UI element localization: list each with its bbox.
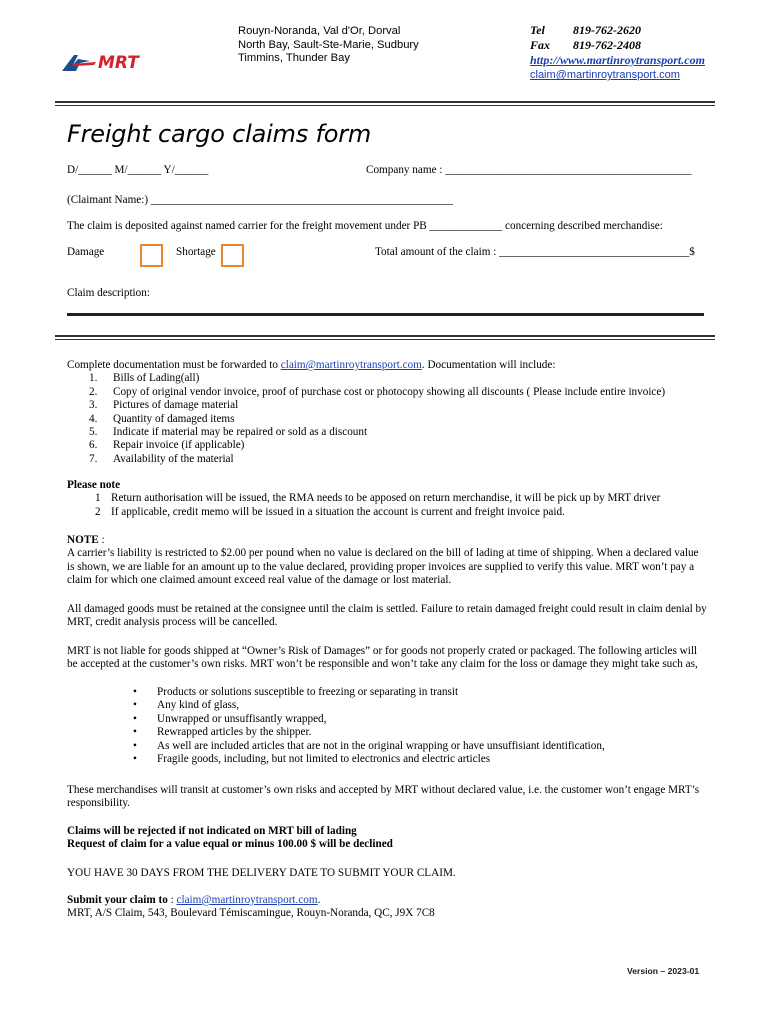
submit-section	[67, 894, 707, 921]
total-amount-field[interactable]: Total amount of the claim : __________________________________$	[375, 246, 695, 258]
svg-text:MRT: MRT	[98, 53, 139, 72]
date-field[interactable]: D/______ M/______ Y/______	[67, 164, 209, 176]
company-name-field[interactable]: Company name : ____________________________________________	[366, 164, 692, 176]
documentation-list	[67, 372, 707, 466]
please-note-section	[67, 479, 707, 519]
contact-block	[530, 23, 705, 83]
liability-paragraph: A carrier’s liability is restricted to $2.00 per pound when no value is declared on the bill of lading at time of shipping. When a declared value is shown, we are liable for an amount up to the value declared, providing proper invoices are supplied to verify this value. MRT won’t pay a claim for which one claimed amount exceed real value of the damage or lost material.	[67, 547, 699, 587]
list-item: 6. Repair invoice (if applicable)	[89, 439, 245, 452]
mailing-address: MRT, A/S Claim, 543, Boulevard Témiscamingue, Rouyn-Noranda, QC, J9X 7C8	[67, 907, 435, 920]
excluded-articles	[67, 686, 707, 766]
note-section	[67, 534, 707, 588]
mrt-logo-icon	[62, 52, 174, 72]
list-item: • Unwrapped or unsuffisantly wrapped,	[67, 713, 707, 726]
excluded-articles-list	[67, 686, 707, 766]
tel-label: Tel	[530, 23, 545, 37]
email-link[interactable]: claim@martinroytransport.com	[530, 69, 680, 82]
tel-number: 819-762-2620	[573, 23, 641, 37]
address-line: North Bay, Sault-Ste-Marie, Sudbury	[238, 38, 419, 51]
list-item: 5. Indicate if material may be repaired or sold as a discount	[89, 426, 368, 439]
website-link[interactable]: http://www.martinroytransport.com	[530, 52, 705, 67]
list-item: 1. Bills of Lading(all)	[89, 372, 200, 385]
please-note-heading: Please note	[67, 479, 121, 491]
rejection-line: Claims will be rejected if not indicated on MRT bill of lading	[67, 825, 357, 837]
customer-risk-paragraph: These merchandises will transit at customer’s own risks and accepted by MRT without declared value, i.e. the customer won’t engage MRT’s responsibility.	[67, 784, 700, 810]
rejection-rules	[67, 825, 707, 852]
header-divider-thin	[55, 105, 715, 106]
rejection-line: Request of claim for a value equal or minus 100.00 $ will be declined	[67, 838, 393, 851]
form-title: Freight cargo claims form	[67, 120, 372, 148]
address-line: Rouyn-Noranda, Val d'Or, Dorval	[238, 25, 401, 37]
damage-label: Damage	[67, 246, 105, 258]
list-item: 4. Quantity of damaged items	[89, 412, 235, 425]
mrt-logo	[62, 52, 174, 72]
list-item: • As well are included articles that are not in the original wrapping or have unsuffisiant identification,	[67, 740, 707, 753]
version-label: Version – 2023-01	[627, 966, 700, 976]
carrier-pb-field[interactable]: The claim is deposited against named carrier for the freight movement under PB _____________ concerning described merchandise:	[67, 220, 663, 232]
please-note-list	[67, 492, 707, 519]
documentation-intro: Complete documentation must be forwarded to claim@martinroytransport.com. Documentation will include:	[67, 359, 556, 371]
section-divider-thin	[55, 339, 715, 340]
address-line: Timmins, Thunder Bay	[238, 52, 350, 65]
documentation-section	[67, 359, 707, 466]
list-item: 2. Copy of original vendor invoice, proof of purchase cost or photocopy showing all discounts ( Please include entire invoice)	[89, 385, 666, 398]
claim-description-label: Claim description:	[67, 287, 150, 299]
list-item: 3. Pictures of damage material	[89, 399, 239, 412]
damage-checkbox[interactable]	[140, 244, 163, 267]
retention-paragraph: All damaged goods must be retained at the consignee until the claim is settled. Failure to retain damaged freight could result in claim denial by MRT, credit analysis process will be cancelled.	[67, 603, 707, 629]
shortage-label: Shortage	[176, 246, 216, 258]
claimant-name-field[interactable]: (Claimant Name:) ______________________________________________________	[67, 194, 453, 206]
header-divider	[55, 101, 715, 103]
list-item: • Fragile goods, including, but not limited to electronics and electric articles	[67, 753, 707, 766]
office-locations	[238, 25, 419, 66]
note-heading: NOTE :	[67, 534, 105, 546]
section-divider	[55, 335, 715, 337]
fax-number: 819-762-2408	[573, 37, 641, 52]
submit-email-link[interactable]: claim@martinroytransport.com	[176, 894, 318, 906]
list-item: • Rewrapped articles by the shipper.	[67, 726, 707, 739]
submit-line: Submit your claim to : claim@martinroytransport.com.	[67, 894, 321, 906]
list-item: • Products or solutions susceptible to freezing or separating in transit	[67, 686, 707, 699]
shortage-checkbox[interactable]	[221, 244, 244, 267]
list-item: 2 If applicable, credit memo will be issued in a situation the account is current and freight invoice paid.	[95, 505, 565, 518]
list-item: 7. Availability of the material	[89, 452, 234, 465]
deadline-notice: YOU HAVE 30 DAYS FROM THE DELIVERY DATE TO SUBMIT YOUR CLAIM.	[67, 867, 456, 879]
list-item: • Any kind of glass,	[67, 699, 707, 712]
fax-label: Fax	[530, 37, 551, 52]
list-item: 1 Return authorisation will be issued, the RMA needs to be apposed on return merchandise, it will be pick up by MRT driver	[95, 492, 661, 505]
claim-description-field[interactable]	[67, 313, 704, 316]
owner-risk-paragraph: MRT is not liable for goods shipped at “Owner’s Risk of Damages” or for goods not properly crated or packaged. The following articles will be accepted at the customer’s own risks. MRT won’t be responsible and won’t take any claim for the loss or damage they might take such as,	[67, 645, 698, 671]
documentation-email-link[interactable]: claim@martinroytransport.com	[280, 359, 422, 371]
